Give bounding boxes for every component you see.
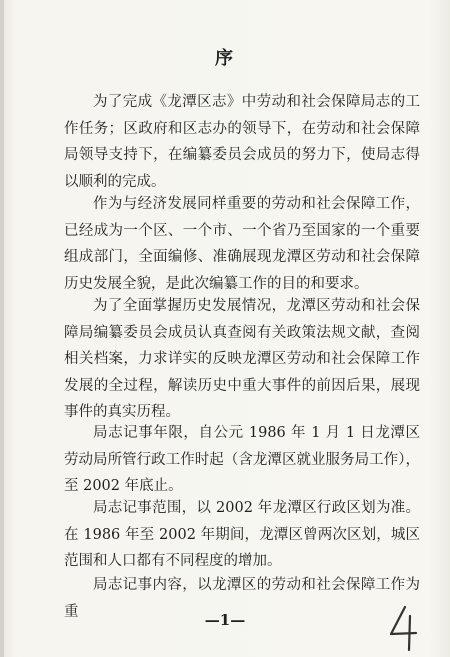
page-number: —1— xyxy=(204,611,246,629)
paragraph-6: 局志记事内容，以龙潭区的劳动和社会保障工作为重 xyxy=(64,577,420,620)
page-title: 序 xyxy=(215,48,235,69)
page-edge-shadow xyxy=(0,0,4,657)
paragraph-5: 局志记事范围，以 2002 年龙潭区行政区划为准。在 1986 年至 2002 年期间，龙潭区曾两次区划，城区范围和人口都有不同程度的增加。 xyxy=(64,500,420,570)
paragraph-1: 为了完成《龙潭区志》中劳动和社会保障局志的工作任务；区政府和区志办的领导下，在劳动和社会保障局领导支持下，在编纂委员会成员的努力下，使局志得以顺利的完成。 xyxy=(64,94,420,190)
paragraph-2: 作为与经济发展同样重要的劳动和社会保障工作，已经成为一个区、一个市、一个省乃至国家的一个重要组成部门，全面编修、准确展现龙潭区劳动和社会保障历史发展全貌，是此次编纂工作的目的和要求。 xyxy=(64,196,420,292)
paragraph-3: 为了全面掌握历史发展情况，龙潭区劳动和社会保障局编纂委员会成员认真查阅有关政策法规文献，查阅相关档案，力求详实的反映龙潭区劳动和社会保障工作发展的全过程，解读历史中重大事件的前因后果，展现事件的真实历程。 xyxy=(64,298,420,421)
paragraph-4: 局志记事年限，自公元 1986 年 1 月 1 日龙潭区劳动局所管行政工作时起（含龙潭区就业服务局工作），至 2002 年底止。 xyxy=(64,425,420,495)
handwritten-page-mark xyxy=(385,604,425,652)
